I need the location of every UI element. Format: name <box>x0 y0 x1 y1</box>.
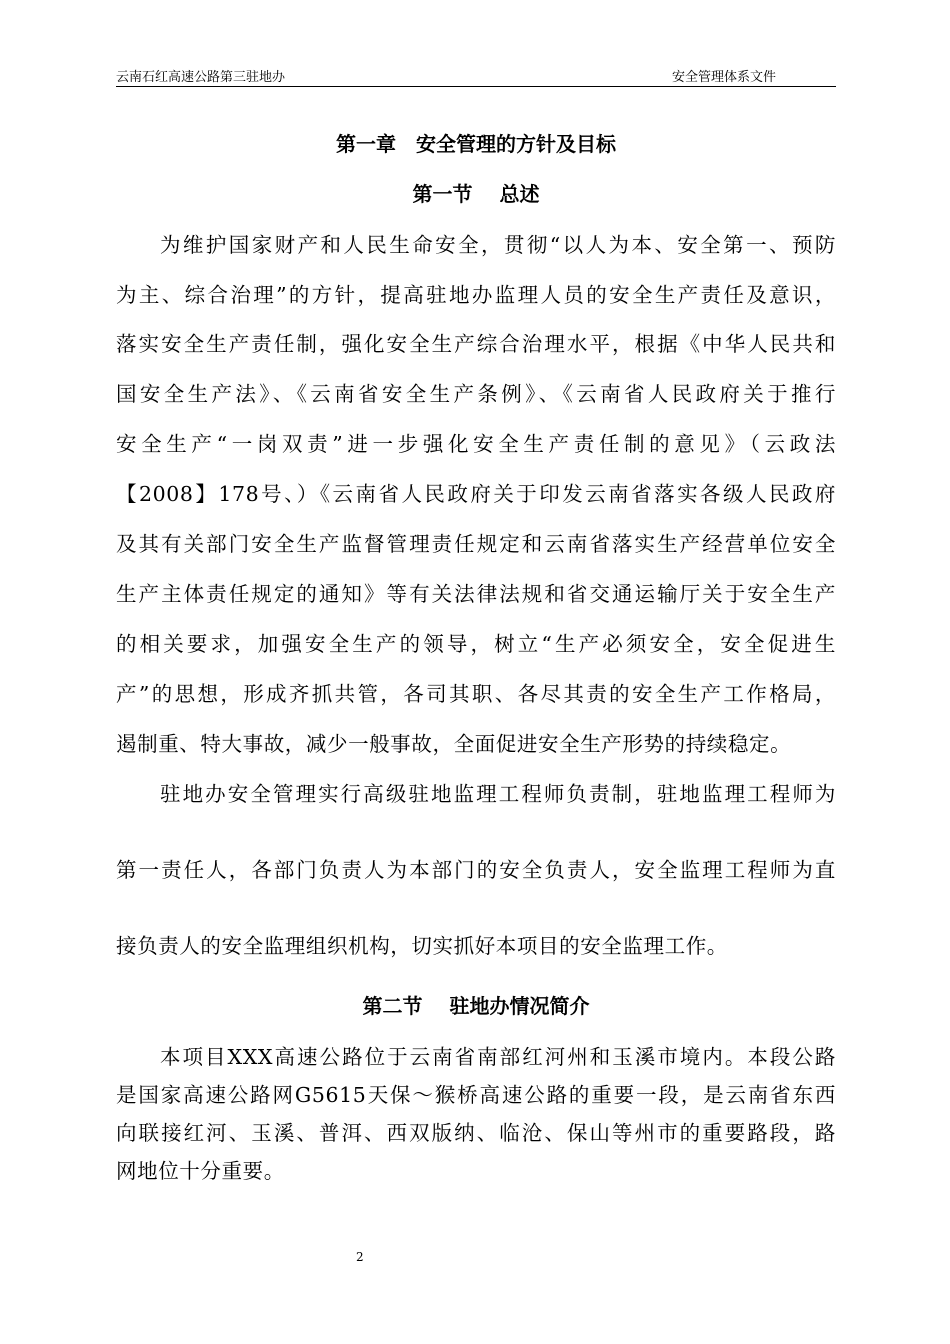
header-document-type: 安全管理体系文件 <box>671 70 776 85</box>
text-line: 向联接红河、玉溪、普洱、西双版纳、临沧、保山等州市的重要路段，路 <box>116 1121 836 1145</box>
header-organization: 云南石红高速公路第三驻地办 <box>116 70 286 85</box>
section1-title: 第一节 总述 <box>412 182 540 206</box>
text-line: 的相关要求，加强安全生产的领导，树立“生产必须安全，安全促进生 <box>116 632 836 656</box>
page-header <box>116 64 836 87</box>
text-line: 是国家高速公路网G5615天保～猴桥高速公路的重要一段，是云南省东西 <box>116 1083 836 1107</box>
text-line: 为维护国家财产和人民生命安全，贯彻“以人为本、安全第一、预防 <box>160 233 836 257</box>
text-line: 落实安全生产责任制，强化安全生产综合治理水平，根据《中华人民共和 <box>116 332 836 356</box>
text-line: 【2008】178号、）《云南省人民政府关于印发云南省落实各级人民政府 <box>116 482 836 506</box>
text-line: 产”的思想，形成齐抓共管，各司其职、各尽其责的安全生产工作格局， <box>116 682 836 706</box>
text-line: 本项目XXX高速公路位于云南省南部红河州和玉溪市境内。本段公路 <box>160 1045 836 1069</box>
text-line: 为主、综合治理”的方针，提高驻地办监理人员的安全生产责任及意识， <box>116 283 836 307</box>
text-line: 遏制重、特大事故，减少一般事故，全面促进安全生产形势的持续稳定。 <box>116 732 792 756</box>
page-number: 2 <box>356 1250 364 1264</box>
text-line: 国安全生产法》、《云南省安全生产条例》、《云南省人民政府关于推行 <box>116 382 836 406</box>
text-line: 接负责人的安全监理组织机构，切实抓好本项目的安全监理工作。 <box>116 934 728 958</box>
section2-title: 第二节 驻地办情况简介 <box>362 994 590 1018</box>
text-line: 生产主体责任规定的通知》等有关法律法规和省交通运输厅关于安全生产 <box>116 582 836 606</box>
text-line: 网地位十分重要。 <box>116 1159 285 1183</box>
chapter-title: 第一章 安全管理的方针及目标 <box>336 132 616 156</box>
text-line: 第一责任人，各部门负责人为本部门的安全负责人，安全监理工程师为直 <box>116 858 836 882</box>
text-line: 及其有关部门安全生产监督管理责任规定和云南省落实生产经营单位安全 <box>116 532 836 556</box>
text-line: 驻地办安全管理实行高级驻地监理工程师负责制，驻地监理工程师为 <box>160 782 836 806</box>
text-line: 安全生产“一岗双责”进一步强化安全生产责任制的意见》（云政法 <box>116 432 836 456</box>
